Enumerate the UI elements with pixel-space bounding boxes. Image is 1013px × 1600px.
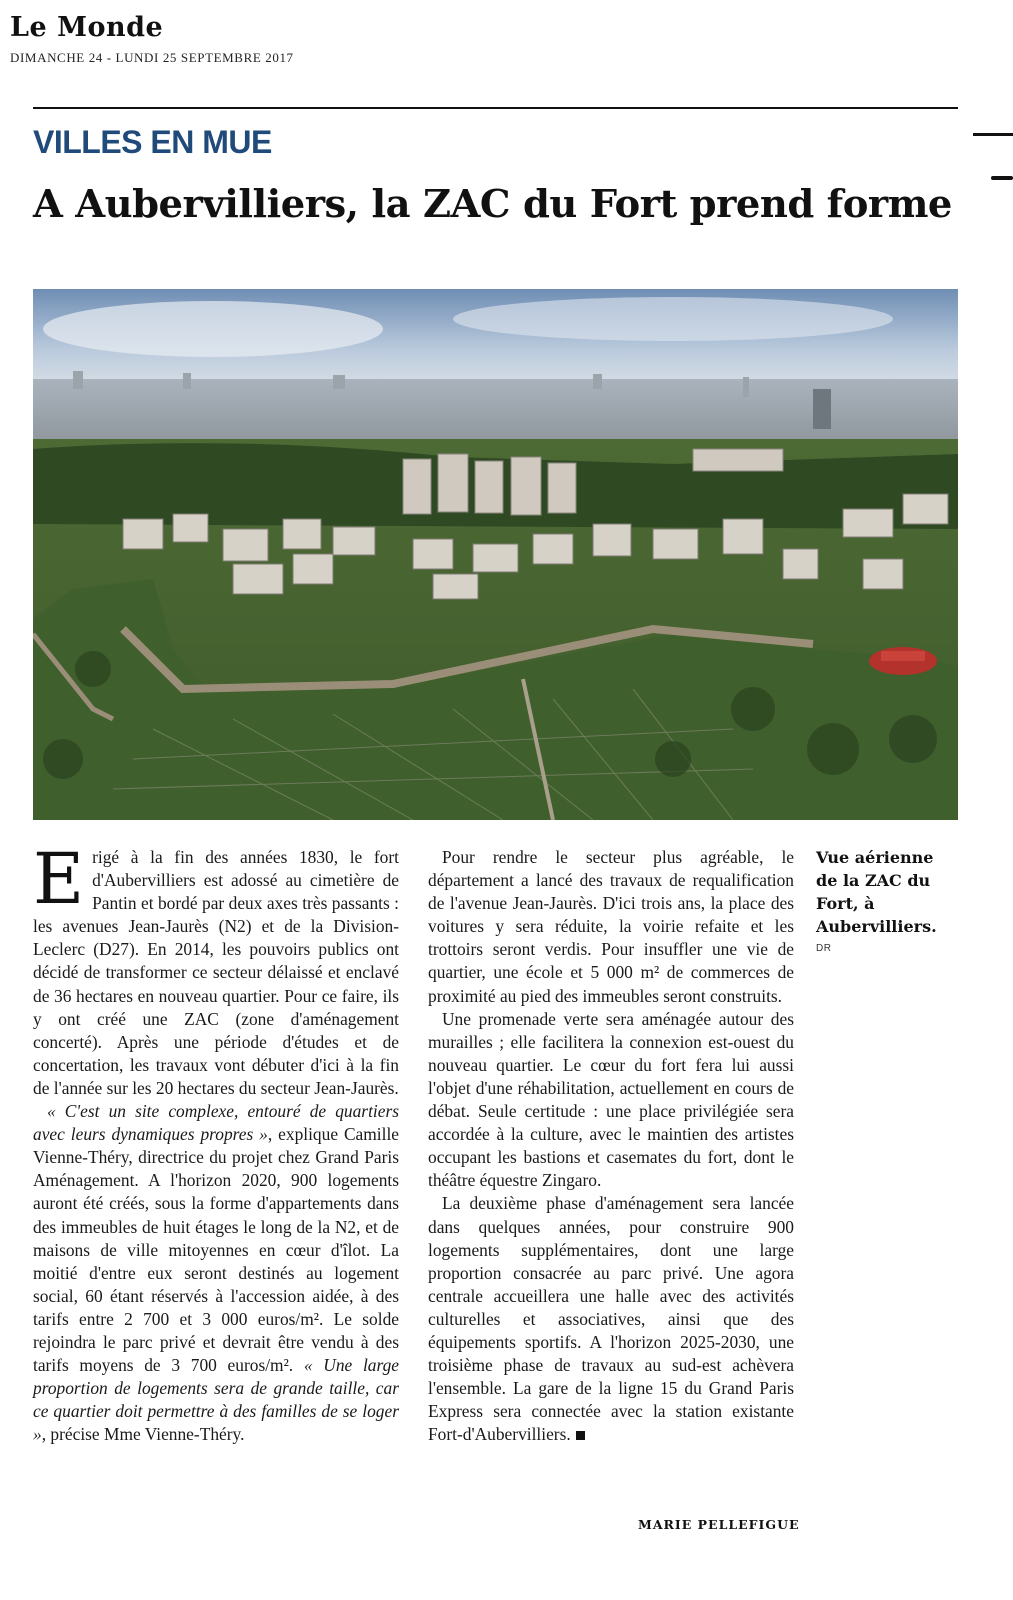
article-column-1 [33,838,400,1446]
paragraph-text: rigé à la fin des années 1830, le fort d'Aubervilliers est adossé au cimetière de Pantin et bordé par deux axes très passants : les avenues Jean-Jaurès (N2) et de la Division-Leclerc (D27). En 2014, les pouvoirs publics ont décidé de transformer ce secteur délaissé et enclavé de 36 hectares en nouveau quartier. Pour ce faire, ils y ont créé une ZAC (zone d'aménagement concerté). Après une période d'études et de concertation, les travaux vont débuter d'ici à la fin de l'année sur les 20 hectares du secteur Jean-Jaurès. [33,847,399,1098]
photo-caption: Vue aérienne de la ZAC du Fort, à Aubervilliers. [816,848,937,936]
headline: A Aubervilliers, la ZAC du Fort prend forme [33,182,952,227]
article-paragraph [428,1192,794,1446]
paragraph-text: La deuxième phase d'aménagement sera lancée dans quelques années, pour construire 900 logements supplémentaires, dont une large proportion consacrée au parc privé. Une agora centrale accueillera une halle avec des activités culturelles et associatives, ainsi que des équipements sportifs. A l'horizon 2025-2030, une troisième phase de travaux au sud-est achèvera l'ensemble. La gare de la ligne 15 du Grand Paris Express sera connectée avec la station existante Fort-d'Aubervilliers. [428,1193,794,1445]
author-signature: MARIE PELLEFIGUE [638,1517,800,1532]
quote: « C'est un site complexe, entouré de quartiers avec leurs dynamiques propres » [33,1101,399,1145]
aerial-photo [33,289,958,820]
paragraph-text: , explique Camille Vienne-Théry, directrice du projet chez Grand Paris Aménagement. A l'horizon 2020, 900 logements auront été créés, sous la forme d'appartements dans des immeubles de huit étages le long de la N2, et de maisons de ville mitoyennes en cœur d'îlot. La moitié d'entre eux seront destinés au logement social, 60 étant réservés à l'accession aidée, à des tarifs entre 2 700 et 3 000 euros/m². Le solde rejoindra le parc privé et devrait être vendu à des tarifs moyens de 3 700 euros/m². [33,1124,400,1376]
edge-mark [973,133,1013,136]
article-column-2 [428,846,794,1446]
section-rubric: VILLES EN MUE [33,124,272,160]
quote: « Une large proportion de logements sera de grande taille, car ce quartier doit permettre à des familles de se loger » [33,1355,400,1445]
end-mark-icon [576,1431,585,1440]
drop-cap: E [33,838,85,920]
article-paragraph: Pour rendre le secteur plus agréable, le département a lancé des travaux de requalification de l'avenue Jean-Jaurès. D'ici trois ans, la place des voitures y sera réduite, la voirie refaite et les trottoirs seront verdis. Pour insuffler une vie de quartier, une école et 5 000 m² de commerces de proximité au pied des immeubles seront construits. [428,847,794,1006]
top-rule [33,107,958,109]
article-paragraph [33,838,399,1100]
paragraph-text: , précise Mme Vienne-Théry. [41,1424,245,1445]
photo-credit: DR [816,943,832,954]
article-paragraph: Une promenade verte sera aménagée autour des murailles ; elle facilitera la connexion est-ouest du nouveau quartier. Le cœur du fort fera lui aussi l'objet d'une réhabilitation, actuellement en cours de débat. Seule certitude : une place privilégiée sera accordée à la culture, avec le maintien des artistes occupant les bastions et casemates du fort, dont le théâtre équestre Zingaro. [428,1008,794,1191]
dateline: DIMANCHE 24 - LUNDI 25 SEPTEMBRE 2017 [10,50,294,65]
article-paragraph [33,1100,399,1446]
edge-mark [991,176,1013,180]
newspaper-logo: Le Monde [10,12,164,43]
